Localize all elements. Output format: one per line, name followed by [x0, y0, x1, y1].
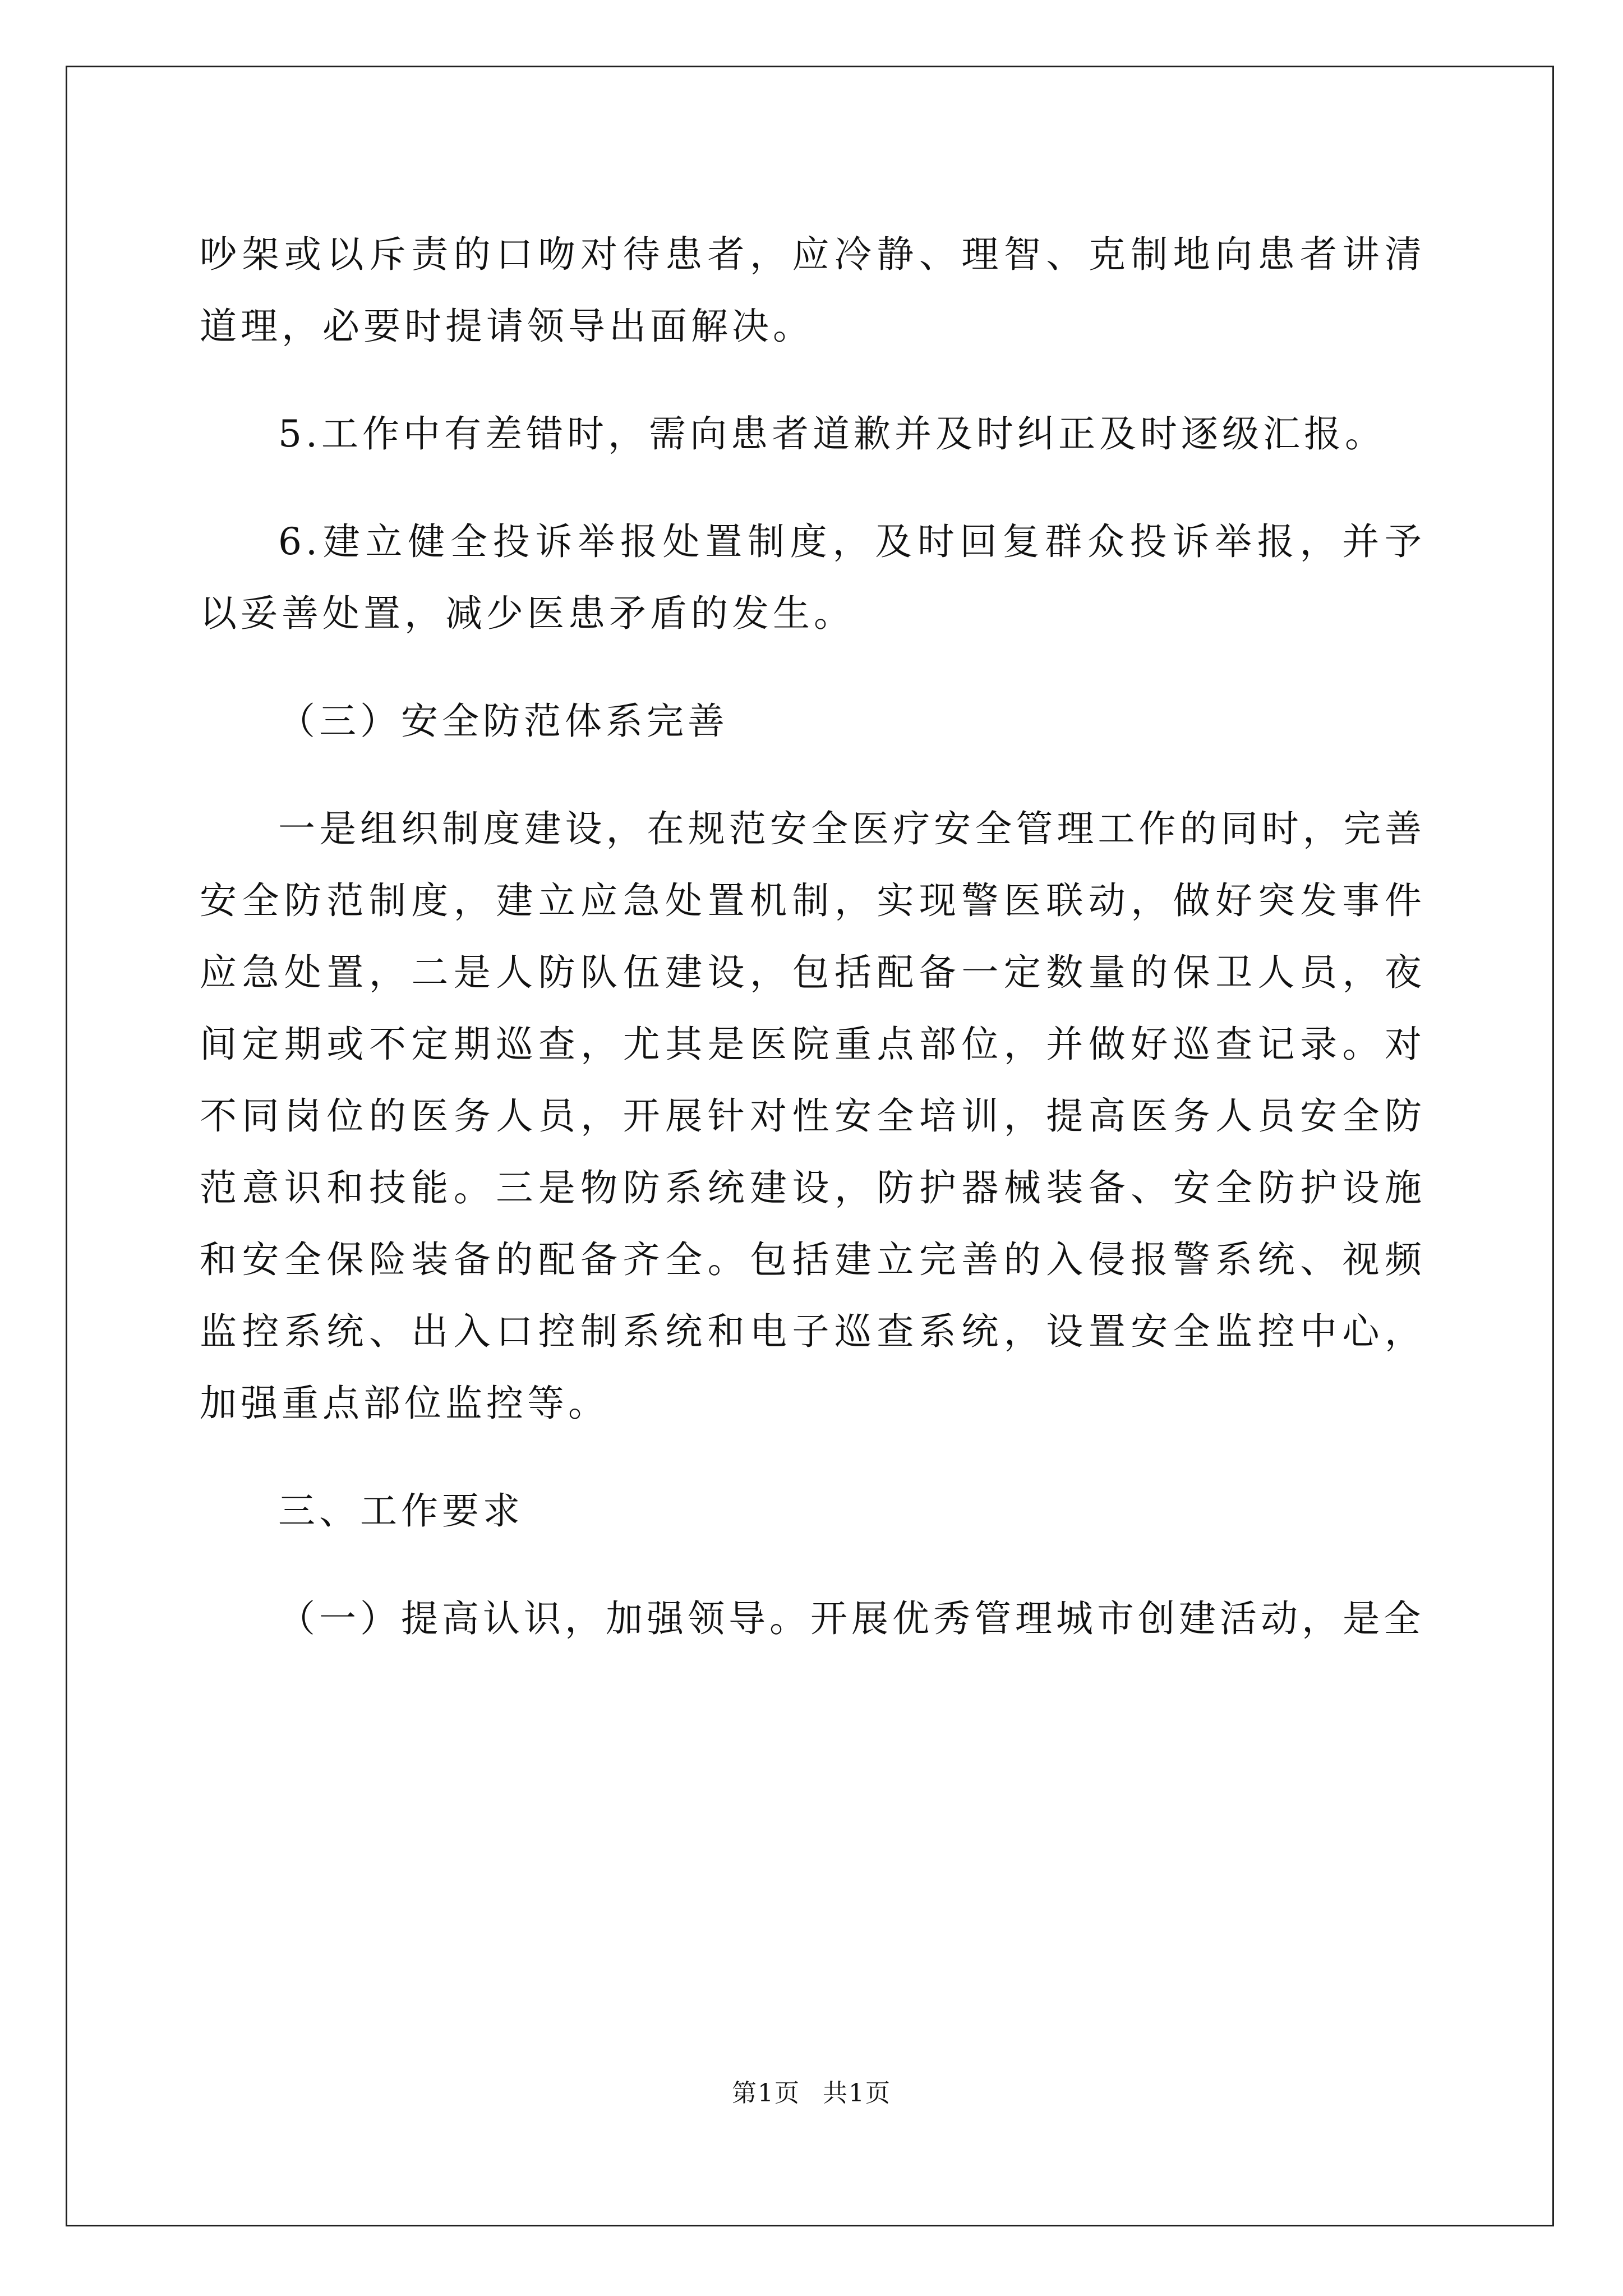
section-heading-requirements: 三、工作要求 [278, 1489, 524, 1533]
section-heading-safety: （三）安全防范体系完善 [278, 700, 728, 743]
paragraph-1: 吵架或以斥责的口吻对待患者，应冷静、理智、克制地向患者讲清道理，必要时提请领导出面解决。 [200, 233, 1426, 348]
page-total: 共1页 [823, 2079, 891, 2108]
page-number: 第1页 [732, 2079, 800, 2108]
paragraph-4: 一是组织制度建设，在规范安全医疗安全管理工作的同时，完善安全防范制度，建立应急处置机制，实现警医联动，做好突发事件应急处置，二是人防队伍建设，包括配备一定数量的保卫人员，夜间定期或不定期巡查，尤其是医院重点部位，并做好巡查记录。对不同岗位的医务人员，开展针对性安全培训，提高医务人员安全防范意识和技能。三是物防系统建设，防护器械装备、安全防护设施和安全保险装备的配备齐全。包括建立完善的入侵报警系统、视频监控系统、出入口控制系统和电子巡查系统，设置安全监控中心，加强重点部位监控等。 [200, 807, 1426, 1425]
paragraph-3: 6.建立健全投诉举报处置制度，及时回复群众投诉举报，并予以妥善处置，减少医患矛盾的发生。 [200, 520, 1426, 635]
document-body [200, 219, 1426, 1691]
page-footer [0, 2077, 1623, 2110]
paragraph-5: （一）提高认识，加强领导。开展优秀管理城市创建活动，是全 [278, 1597, 1424, 1640]
paragraph-2: 5.工作中有差错时，需向患者道歉并及时纠正及时逐级汇报。 [278, 412, 1386, 455]
